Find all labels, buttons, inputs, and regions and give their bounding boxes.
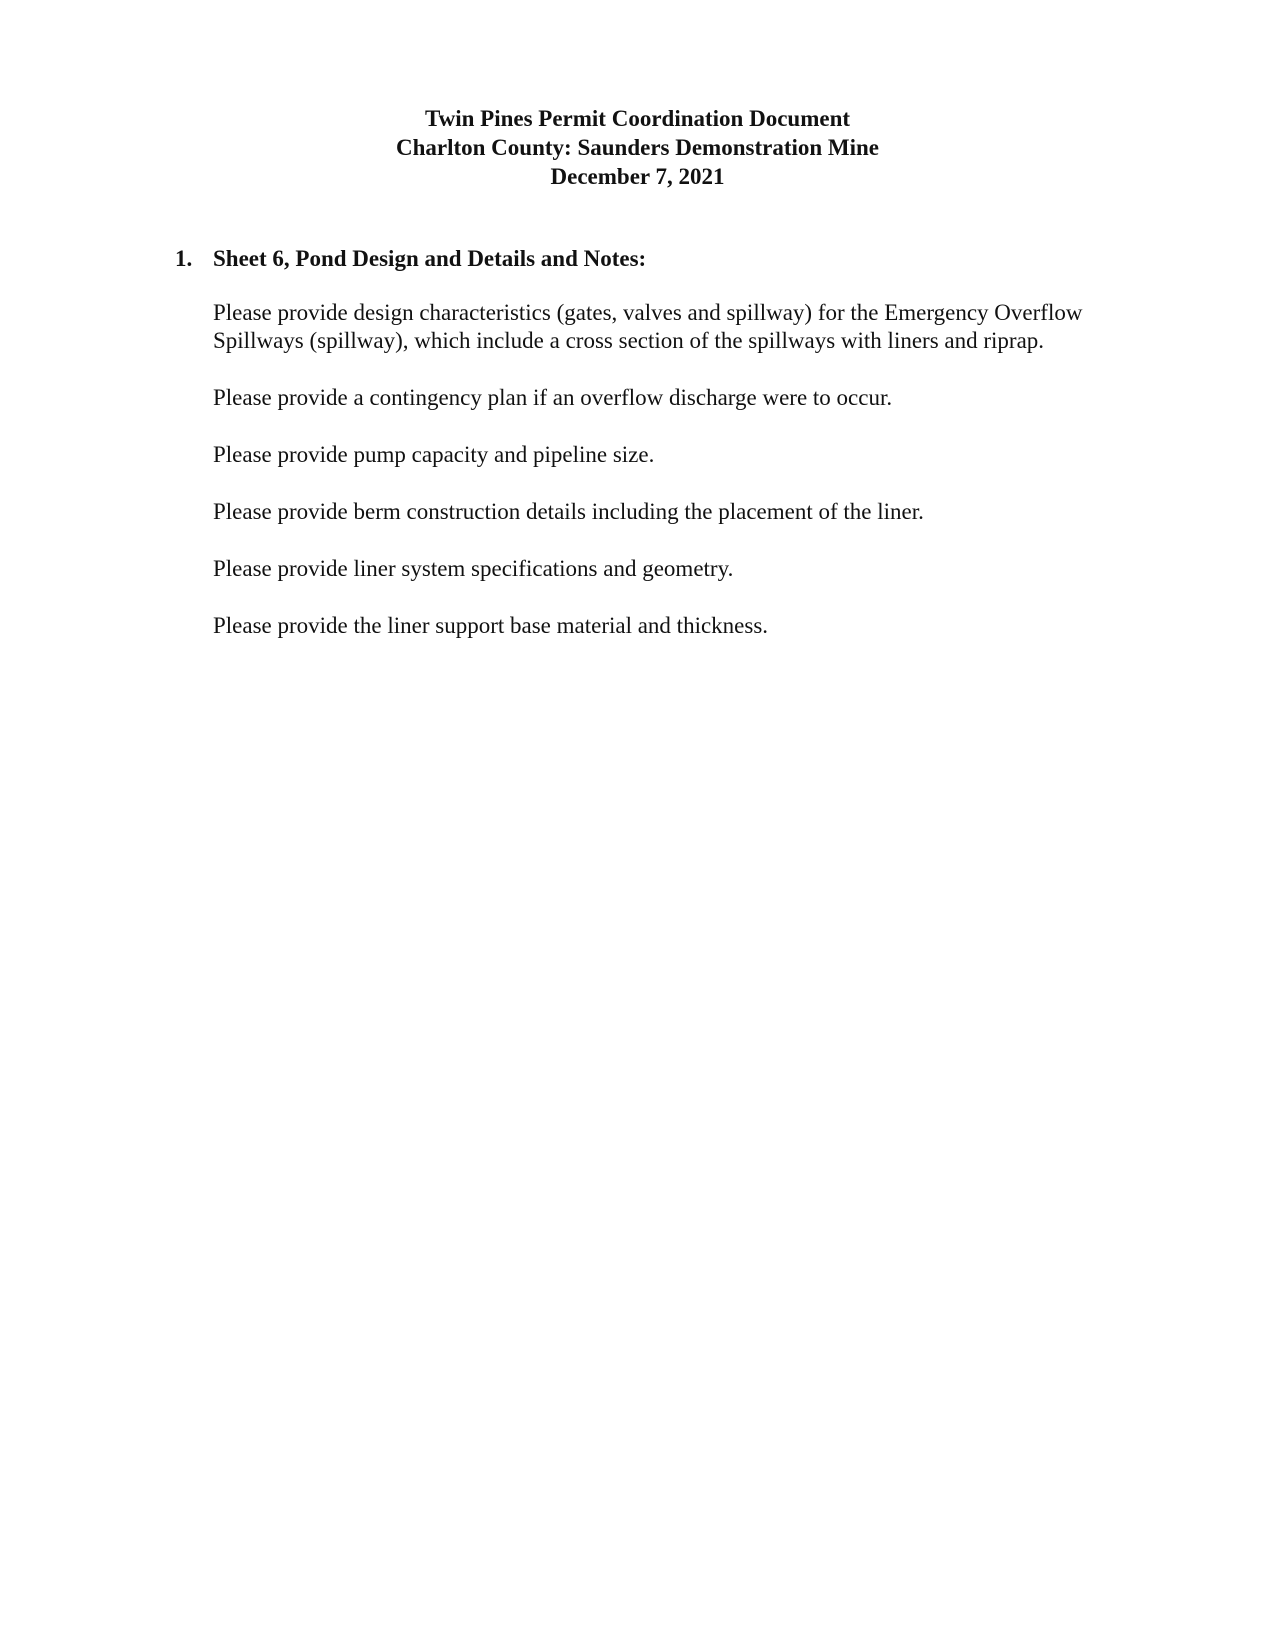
request-item: Please provide a contingency plan if an overflow discharge were to occur. [213, 385, 893, 410]
section-1 [175, 245, 1175, 640]
request-item: Please provide liner system specifications and geometry. [213, 556, 734, 581]
request-item: Please provide the liner support base material and thickness. [213, 613, 769, 638]
request-item: Please provide berm construction details including the placement of the liner. [213, 499, 924, 524]
section-number: 1. [175, 246, 193, 271]
request-item: Please provide design characteristics (gates, valves and spillway) for the Emergency Overflow Spillways (spillway), which include a cross section of the spillways with liners and riprap. [213, 300, 1083, 353]
section-heading-text: Sheet 6, Pond Design and Details and Notes: [213, 246, 647, 271]
request-item: Please provide pump capacity and pipeline size. [213, 442, 655, 467]
document-date: December 7, 2021 [550, 164, 725, 189]
document-subtitle: Charlton County: Saunders Demonstration Mine [395, 135, 880, 160]
document-header [0, 104, 1275, 191]
request-list [175, 299, 1175, 640]
section-heading [175, 245, 1175, 273]
document-title: Twin Pines Permit Coordination Document [424, 106, 851, 131]
